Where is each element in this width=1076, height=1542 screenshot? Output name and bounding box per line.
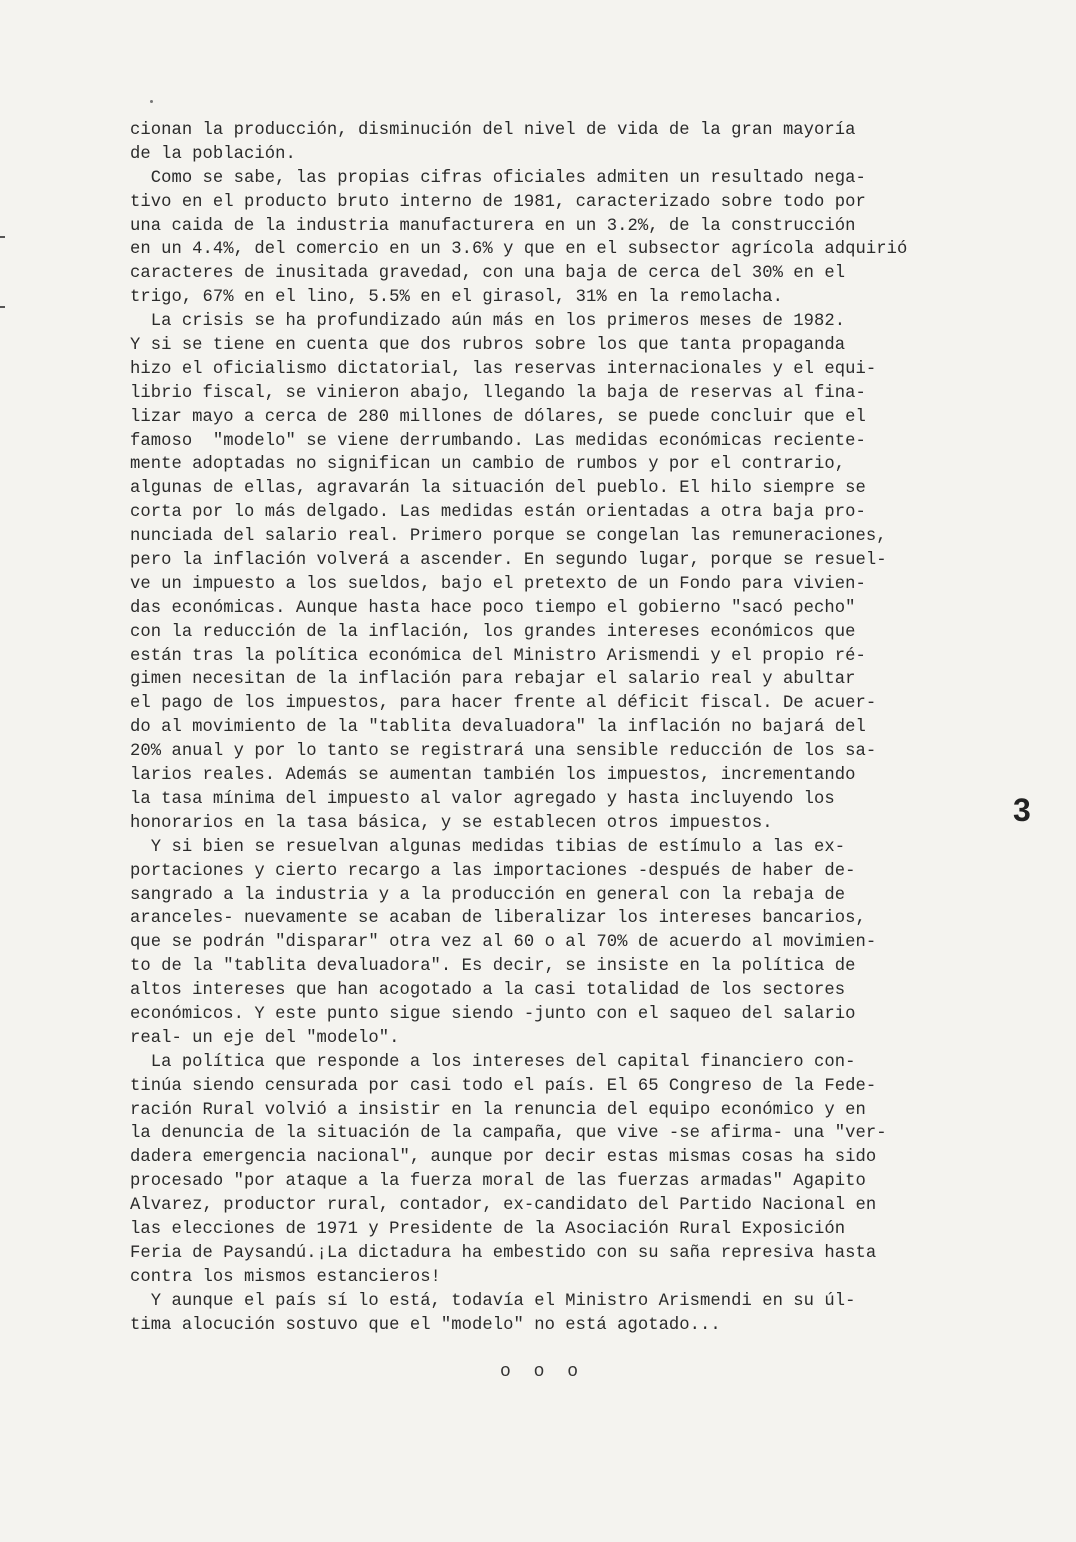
text-line: están tras la política económica del Ministro Arismendi y el propio ré- [130, 646, 866, 666]
text-line: Alvarez, productor rural, contador, ex-candidato del Partido Nacional en [130, 1196, 877, 1216]
text-line: gimen necesitan de la inflación para rebajar el salario real y abultar [130, 670, 856, 690]
text-line: sangrado a la industria y a la producción en general con la rebaja de [130, 885, 846, 905]
page-number: 3 [1013, 792, 1031, 828]
text-line: mente adoptadas no significan un cambio de rumbos y por el contrario, [130, 455, 846, 475]
text-line: larios reales. Además se aumentan también los impuestos, incrementando [130, 766, 856, 786]
text-line: el pago de los impuestos, para hacer frente al déficit fiscal. De acuer- [130, 694, 877, 714]
text-line: económicos. Y este punto sigue siendo -junto con el saqueo del salario [130, 1004, 856, 1024]
text-line: to de la "tablita devaluadora". Es decir, se insiste en la política de [130, 957, 856, 977]
text-line: de la población. [130, 144, 296, 164]
speck [150, 100, 153, 103]
text-line: procesado "por ataque a la fuerza moral de las fuerzas armadas" Agapito [130, 1172, 866, 1192]
text-line: pero la inflación volverá a ascender. En segundo lugar, porque se resuel- [130, 551, 887, 571]
text-line: Y si bien se resuelvan algunas medidas tibias de estímulo a las ex- [130, 837, 846, 857]
text-line: altos intereses que han acogotado a la casi totalidad de los sectores [130, 981, 846, 1001]
text-line: las elecciones de 1971 y Presidente de la Asociación Rural Exposición [130, 1219, 846, 1239]
body-text [130, 119, 992, 1337]
text-line: Como se sabe, las propias cifras oficiales admiten un resultado nega- [130, 168, 866, 188]
text-line: en un 4.4%, del comercio en un 3.6% y que en el subsector agrícola adquirió [130, 240, 908, 260]
text-line: das económicas. Aunque hasta hace poco tiempo el gobierno "sacó pecho" [130, 598, 856, 618]
text-line: ve un impuesto a los sueldos, bajo el pretexto de un Fondo para vivien- [130, 574, 866, 594]
text-line: Y si se tiene en cuenta que dos rubros sobre los que tanta propaganda [130, 336, 846, 356]
binding-mark [0, 306, 5, 308]
text-line: do al movimiento de la "tablita devaluadora" la inflación no bajará del [130, 718, 866, 738]
text-line: famoso "modelo" se viene derrumbando. Las medidas económicas reciente- [130, 431, 866, 451]
text-line: trigo, 67% en el lino, 5.5% en el girasol, 31% en la remolacha. [130, 288, 783, 308]
text-line: nunciada del salario real. Primero porque se congelan las remuneraciones, [130, 527, 887, 547]
text-line: tinúa siendo censurada por casi todo el país. El 65 Congreso de la Fede- [130, 1076, 877, 1096]
text-line: lizar mayo a cerca de 280 millones de dólares, se puede concluir que el [130, 407, 866, 427]
text-line: cionan la producción, disminución del nivel de vida de la gran mayoría [130, 121, 856, 140]
text-line: la tasa mínima del impuesto al valor agregado y hasta incluyendo los [130, 789, 835, 809]
show-through-bleed [360, 2, 780, 52]
text-line: tivo en el producto bruto interno de 1981, caracterizado sobre todo por [130, 192, 866, 212]
text-line: contra los mismos estancieros! [130, 1267, 441, 1287]
text-line: La política que responde a los intereses del capital financiero con- [130, 1052, 856, 1072]
binding-mark [0, 236, 5, 238]
text-line: con la reducción de la inflación, los grandes intereses económicos que [130, 622, 856, 642]
text-line: corta por lo más delgado. Las medidas están orientadas a otra baja pro- [130, 503, 866, 523]
text-line: portaciones y cierto recargo a las importaciones -después de haber de- [130, 861, 856, 881]
section-separator: o o o [500, 1362, 585, 1382]
text-line: ración Rural volvió a insistir en la renuncia del equipo económico y en [130, 1100, 866, 1120]
text-line: librio fiscal, se vinieron abajo, llegando la baja de reservas al fina- [130, 383, 866, 403]
text-line: tima alocución sostuvo que el "modelo" no está agotado... [130, 1315, 721, 1335]
text-line: Y aunque el país sí lo está, todavía el Ministro Arismendi en su úl- [130, 1291, 856, 1311]
text-line: que se podrán "disparar" otra vez al 60 o al 70% de acuerdo al movimien- [130, 933, 877, 953]
text-line: honorarios en la tasa básica, y se establecen otros impuestos. [130, 813, 773, 833]
text-line: aranceles- nuevamente se acaban de liberalizar los intereses bancarios, [130, 909, 866, 929]
text-line: dadera emergencia nacional", aunque por decir estas mismas cosas ha sido [130, 1148, 877, 1168]
text-line: la denuncia de la situación de la campaña, que vive -se afirma- una "ver- [130, 1124, 887, 1144]
text-line: real- un eje del "modelo". [130, 1028, 400, 1048]
text-line: algunas de ellas, agravarán la situación del pueblo. El hilo siempre se [130, 479, 866, 499]
text-line: caracteres de inusitada gravedad, con una baja de cerca del 30% en el [130, 264, 846, 284]
text-line: La crisis se ha profundizado aún más en los primeros meses de 1982. [130, 312, 846, 332]
text-line: 20% anual y por lo tanto se registrará una sensible reducción de los sa- [130, 742, 877, 762]
text-line: hizo el oficialismo dictatorial, las reservas internacionales y el equi- [130, 359, 877, 379]
text-line: una caida de la industria manufacturera en un 3.2%, de la construcción [130, 216, 856, 236]
text-line: Feria de Paysandú.¡La dictadura ha embestido con su saña represiva hasta [130, 1243, 877, 1263]
